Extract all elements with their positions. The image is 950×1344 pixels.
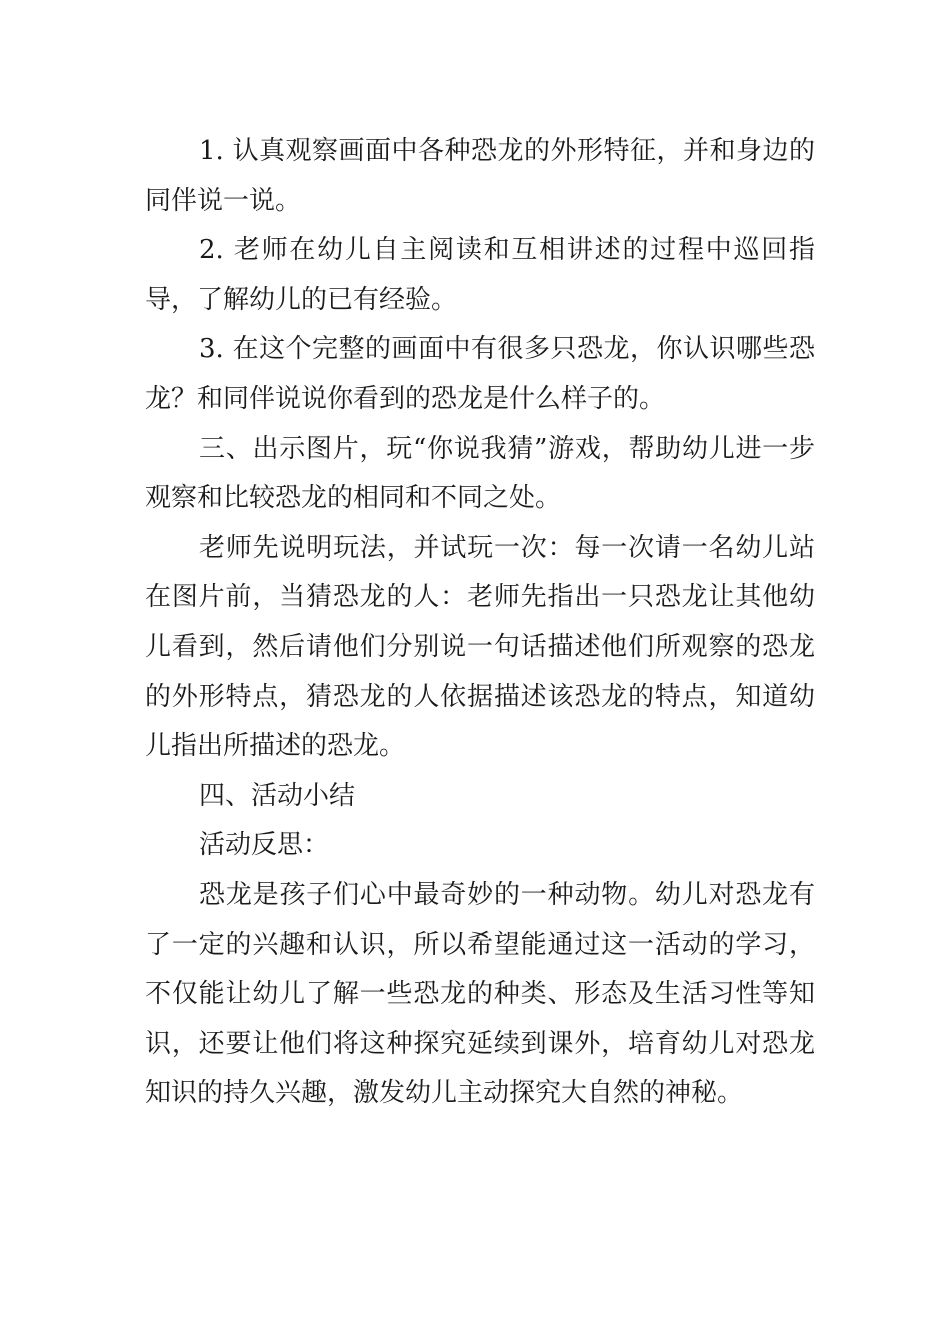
paragraph-section-4: 四、活动小结: [199, 780, 356, 811]
paragraph-game-rules: 老师先说明玩法，并试玩一次：每一次请一名幼儿站在图片前，当猜恐龙的人：老师先指出一只恐龙让其他幼儿看到，然后请他们分别说一句话描述他们所观察的恐龙的外形特点，猜恐龙的人依据描述该恐龙的特点，知道幼儿指出所描述的恐龙。: [145, 532, 815, 762]
paragraph-step-3: 3. 在这个完整的画面中有很多只恐龙，你认识哪些恐龙？和同伴说说你看到的恐龙是什么样子的。: [145, 334, 815, 414]
paragraph-section-3: 三、出示图片，玩“你说我猜”游戏，帮助幼儿进一步观察和比较恐龙的相同和不同之处。: [145, 433, 815, 514]
paragraph-reflection-body: 恐龙是孩子们心中最奇妙的一种动物。幼儿对恐龙有了一定的兴趣和认识，所以希望能通过这一活动的学习，不仅能让幼儿了解一些恐龙的种类、形态及生活习性等知识，还要让他们将这种探究延续到课外，培育幼儿对恐龙知识的持久兴趣，激发幼儿主动探究大自然的神秘。: [145, 879, 815, 1109]
paragraph-step-2: 2. 老师在幼儿自主阅读和互相讲述的过程中巡回指导，了解幼儿的已有经验。: [145, 235, 815, 315]
document-body: [145, 127, 815, 1119]
paragraph-reflection-heading: 活动反思：: [199, 830, 330, 861]
paragraph-step-1: 1. 认真观察画面中各种恐龙的外形特征，并和身边的同伴说一说。: [145, 136, 815, 216]
